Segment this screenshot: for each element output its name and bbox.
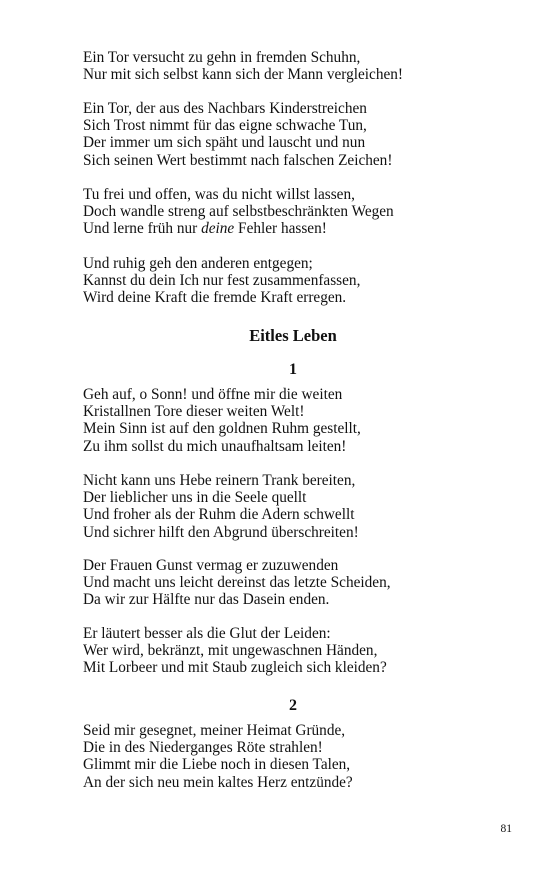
poem-continuation-stanza-3	[83, 186, 503, 238]
verse-line: Mein Sinn ist auf den goldnen Ruhm gestellt,	[83, 420, 361, 438]
stanza	[83, 722, 503, 791]
verse-line: Ein Tor, der aus des Nachbars Kinderstreichen	[83, 100, 367, 117]
verse-line: Und ruhig geh den anderen entgegen;	[83, 255, 313, 272]
verse-line: Und sichrer hilft den Abgrund überschreiten!	[83, 523, 359, 541]
verse-line: Ein Tor versucht zu gehn in fremden Schuhn,	[83, 49, 361, 66]
verse-line: Der lieblicher uns in die Seele quellt	[83, 489, 307, 507]
section-1-stanza-4	[83, 625, 503, 677]
verse-line: Seid mir gesegnet, meiner Heimat Gründe,	[83, 722, 346, 739]
verse-line: Sich Trost nimmt für das eigne schwache Tun,	[83, 117, 367, 135]
poem-title: Eitles Leben	[249, 326, 337, 345]
stanza	[83, 186, 503, 238]
verse-line: Kannst du dein Ich nur fest zusammenfassen,	[83, 272, 361, 290]
section-2-stanza-1	[83, 722, 503, 791]
poem-continuation-stanza-2	[83, 100, 503, 169]
stanza	[83, 472, 503, 541]
verse-line: Tu frei und offen, was du nicht willst lassen,	[83, 186, 355, 203]
verse-line: Mit Lorbeer und mit Staub zugleich sich kleiden?	[83, 659, 387, 677]
poem-continuation	[83, 49, 503, 83]
verse-line: Zu ihm sollst du mich unaufhaltsam leiten!	[83, 437, 347, 455]
verse-line: Glimmt mir die Liebe noch in diesen Talen,	[83, 756, 351, 774]
emphasized-word: deine	[201, 220, 235, 238]
verse-text: Fehler hassen!	[234, 220, 327, 238]
verse-line: Geh auf, o Sonn! und öffne mir die weiten	[83, 386, 343, 403]
stanza	[83, 100, 503, 169]
section-1-stanza-1	[83, 386, 503, 455]
verse-line: Und froher als der Ruhm die Adern schwellt	[83, 506, 355, 524]
verse-line: Sich seinen Wert bestimmt nach falschen Zeichen!	[83, 151, 393, 169]
verse-line: Doch wandle streng auf selbstbeschränkten Wegen	[83, 203, 394, 221]
verse-line: Nicht kann uns Hebe reinern Trank bereiten,	[83, 472, 356, 489]
verse-line: Der Frauen Gunst vermag er zuzuwenden	[83, 557, 339, 574]
verse-text: Und lerne früh nur	[83, 220, 202, 238]
stanza	[83, 386, 503, 455]
verse-line: Wird deine Kraft die fremde Kraft erregen.	[83, 289, 347, 307]
verse-line: Da wir zur Hälfte nur das Dasein enden.	[83, 591, 330, 609]
page-number: 81	[500, 823, 512, 835]
verse-line: Wer wird, bekränzt, mit ungewaschnen Händen,	[83, 642, 378, 660]
section-number: 1	[289, 361, 297, 378]
verse-line: An der sich neu mein kaltes Herz entzünde?	[83, 773, 353, 791]
stanza	[83, 49, 503, 83]
verse-line: Der immer um sich späht und lauscht und nun	[83, 134, 366, 152]
verse-line: Er läutert besser als die Glut der Leiden:	[83, 625, 331, 642]
stanza	[83, 557, 503, 609]
poem-continuation-stanza-4	[83, 255, 503, 307]
stanza	[83, 625, 503, 677]
section-1-stanza-3	[83, 557, 503, 609]
verse-line: Nur mit sich selbst kann sich der Mann vergleichen!	[83, 66, 404, 84]
verse-line: Kristallnen Tore dieser weiten Welt!	[83, 403, 305, 421]
verse-line: Und macht uns leicht dereinst das letzte Scheiden,	[83, 574, 391, 592]
verse-line-with-emphasis	[83, 220, 503, 237]
stanza	[83, 255, 503, 307]
verse-line: Die in des Niederganges Röte strahlen!	[83, 739, 323, 757]
section-number: 2	[289, 697, 297, 714]
section-1-stanza-2	[83, 472, 503, 541]
